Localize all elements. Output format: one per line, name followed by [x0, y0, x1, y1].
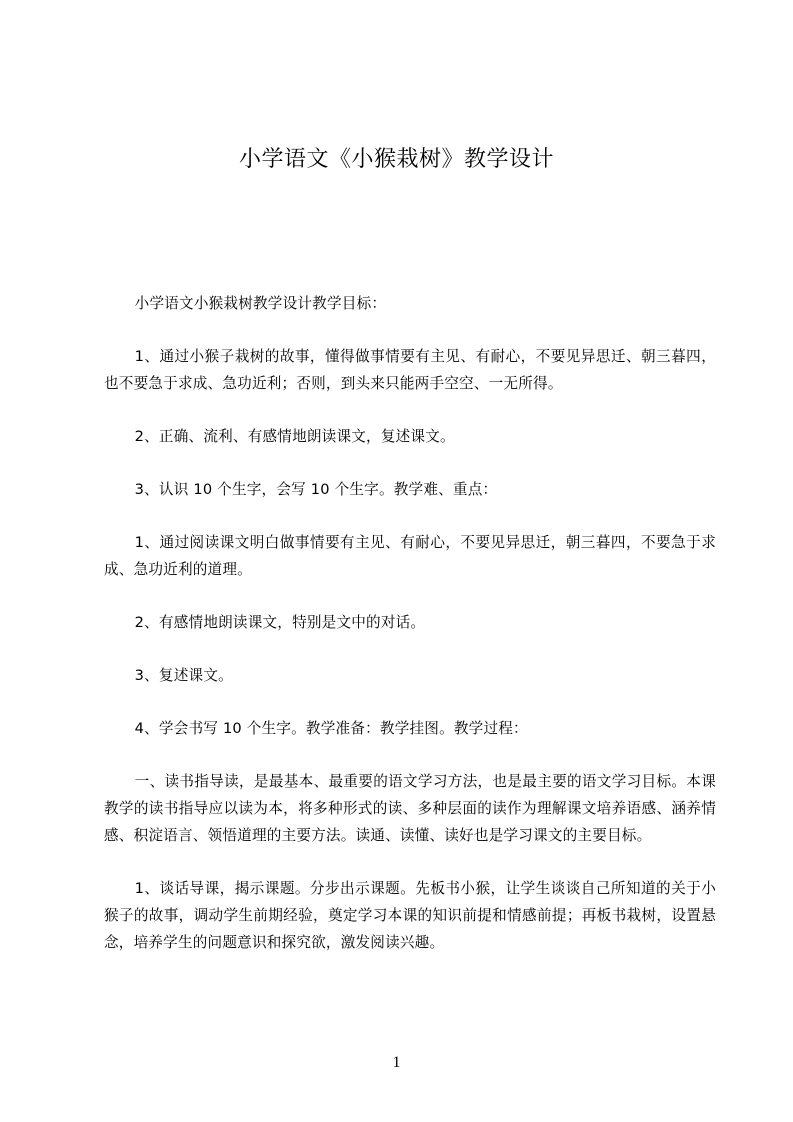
paragraph: 4、学会书写 10 个生字。教学准备：教学挂图。教学过程：	[134, 720, 528, 737]
paragraph: 2、有感情地朗读课文，特别是文中的对话。	[134, 614, 426, 631]
document-title: 小学语文《小猴栽树》教学设计	[238, 147, 554, 172]
document-body	[104, 290, 716, 982]
paragraph: 2、正确、流利、有感情地朗读课文，复述课文。	[134, 428, 455, 445]
paragraph: 3、认识 10 个生字，会写 10 个生字。教学难、重点：	[134, 481, 498, 498]
paragraph: 3、复述课文。	[134, 667, 233, 684]
paragraph: 1、通过阅读课文明白做事情要有主见、有耐心，不要见异思迁，朝三暮四，不要急于求成、急功近利的道理。	[104, 534, 716, 578]
paragraph: 小学语文小猴栽树教学设计教学目标：	[134, 295, 387, 312]
paragraph: 一、读书指导读，是最基本、最重要的语文学习方法，也是最主要的语文学习目标。本课教学的读书指导应以读为本，将多种形式的读、多种层面的读作为理解课文培养语感、涵养情感、积淀语言、领悟道理的主要方法。读通、读懂、读好也是学习课文的主要目标。	[104, 773, 716, 844]
paragraph: 1、谈话导课，揭示课题。分步出示课题。先板书小猴，让学生谈谈自己所知道的关于小猴子的故事，调动学生前期经验，奠定学习本课的知识前提和情感前提；再板书栽树，设置悬念，培养学生的问题意识和探究欲，激发阅读兴趣。	[104, 880, 716, 951]
page-number: 1	[392, 1054, 401, 1071]
paragraph: 1、通过小猴子栽树的故事，懂得做事情要有主见、有耐心，不要见异思迁、朝三暮四，也不要急于求成、急功近利；否则，到头来只能两手空空、一无所得。	[104, 348, 716, 392]
